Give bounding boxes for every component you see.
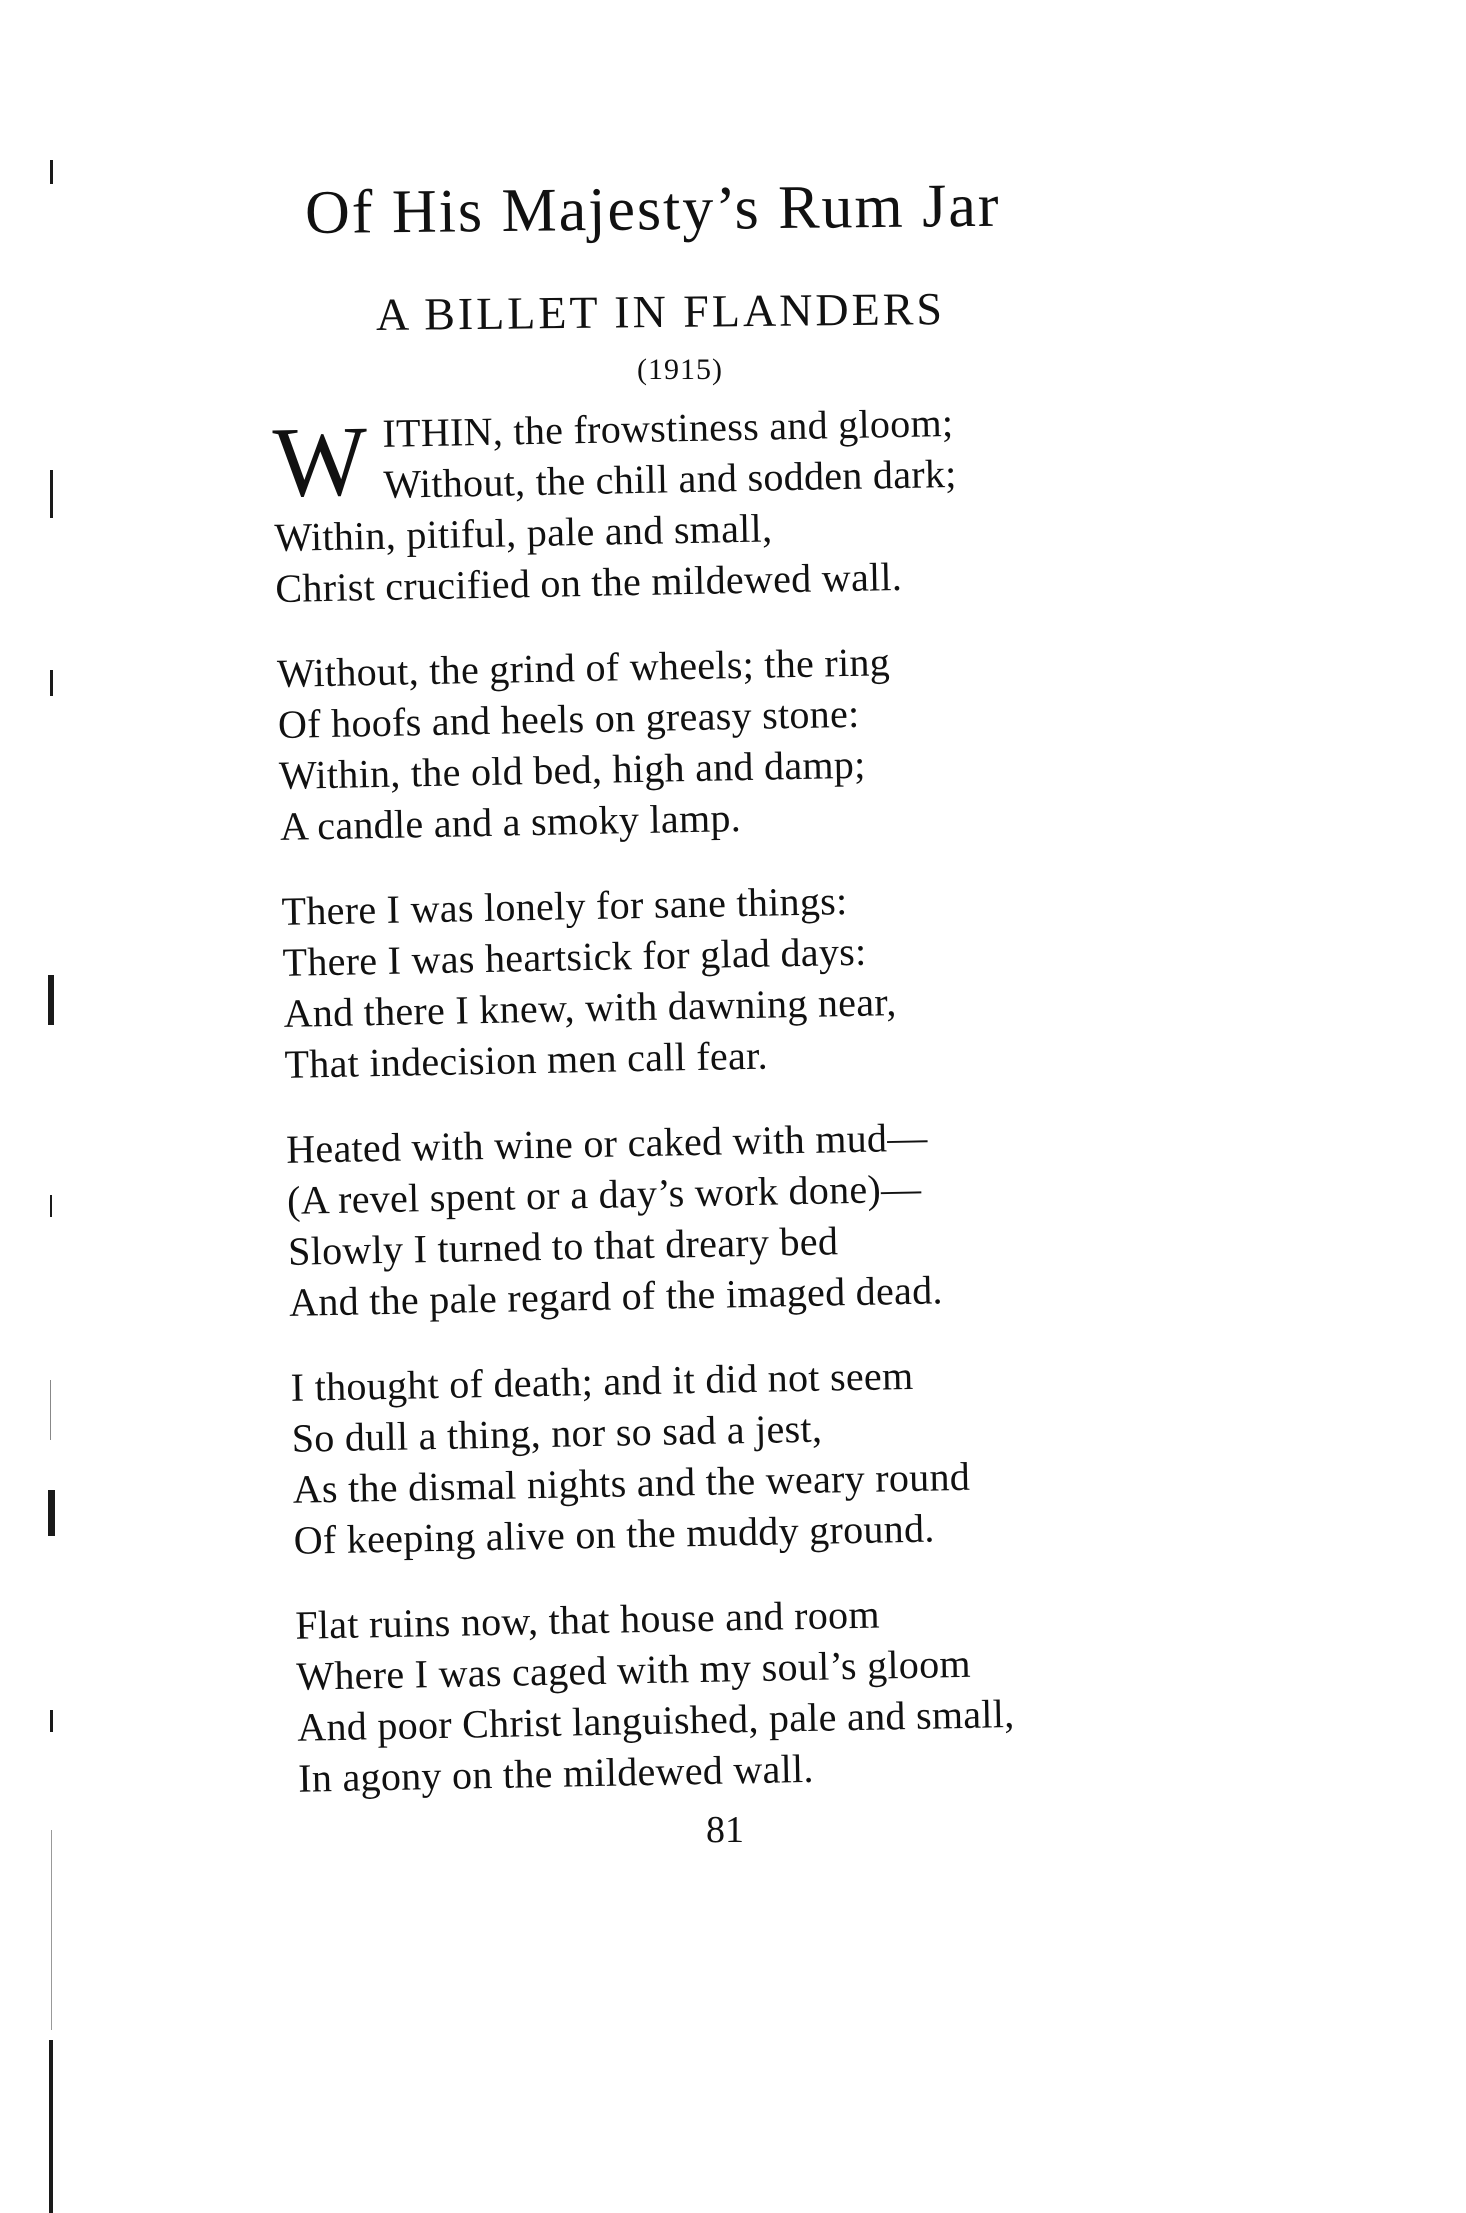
poem-line: That indecision men call fear. xyxy=(284,1032,769,1087)
scan-mark xyxy=(49,2040,53,2213)
scan-mark xyxy=(50,1195,52,1217)
poem-line: And there I knew, with dawning near, xyxy=(283,979,897,1036)
poem-line: Where I was caged with my soul’s gloom xyxy=(295,1640,972,1699)
poem-line: So dull a thing, nor so sad a jest, xyxy=(291,1405,823,1461)
drop-cap: W xyxy=(271,405,369,518)
poem-line: A candle and a smoky lamp. xyxy=(279,795,742,849)
running-head: Of His Majesty’s Rum Jar xyxy=(304,171,1001,247)
poem-line: There I was lonely for sane things: xyxy=(281,878,848,934)
stanza-5 xyxy=(290,1345,1194,1566)
scan-mark xyxy=(50,1710,53,1732)
poem-title: A BILLET IN FLANDERS xyxy=(375,283,946,340)
scan-mark xyxy=(48,1490,55,1536)
poem-line: As the dismal nights and the weary round xyxy=(292,1453,971,1512)
poem-line: Within, the old bed, high and damp; xyxy=(278,741,866,798)
page-number: 81 xyxy=(706,1809,744,1851)
stanza-6 xyxy=(295,1583,1199,1804)
poem-line: And poor Christ languished, pale and small, xyxy=(296,1690,1015,1750)
scan-mark xyxy=(48,975,54,1025)
scan-mark xyxy=(50,470,53,518)
stanza-4 xyxy=(286,1107,1190,1328)
poem-line: Of keeping alive on the muddy ground. xyxy=(293,1505,935,1563)
poem-line: And the pale regard of the imaged dead. xyxy=(288,1267,944,1325)
poem-line: There I was heartsick for glad days: xyxy=(282,928,867,985)
poem-line: Slowly I turned to that dreary bed xyxy=(287,1218,839,1274)
scan-mark xyxy=(50,160,53,184)
poem-line: Without, the chill and sodden dark; xyxy=(383,450,957,507)
stanza-2 xyxy=(277,631,1181,852)
poem-line: (A revel spent or a day’s work done)— xyxy=(286,1165,922,1223)
poem-line: Christ crucified on the mildewed wall. xyxy=(274,553,903,611)
scan-mark xyxy=(51,1830,52,2030)
poem-line: Of hoofs and heels on greasy stone: xyxy=(277,690,860,747)
poem-line: Without, the grind of wheels; the ring xyxy=(276,639,891,696)
poem-line: I thought of death; and it did not seem xyxy=(290,1352,914,1410)
scan-mark xyxy=(50,1380,51,1440)
poem-body xyxy=(272,393,1199,1838)
poem-line-text: ITHIN, the frowstiness and gloom; xyxy=(382,399,954,456)
poem-line: In agony on the mildewed wall. xyxy=(297,1745,815,1801)
stanza-3 xyxy=(281,869,1185,1090)
poem-line: Heated with wine or caked with mud— xyxy=(285,1114,928,1172)
poem-line: Within, pitiful, pale and small, xyxy=(274,505,773,560)
poem-line: Flat ruins now, that house and room xyxy=(294,1591,881,1648)
stanza-1 xyxy=(272,393,1176,614)
scan-mark xyxy=(50,670,53,696)
poem-year: (1915) xyxy=(637,353,723,386)
